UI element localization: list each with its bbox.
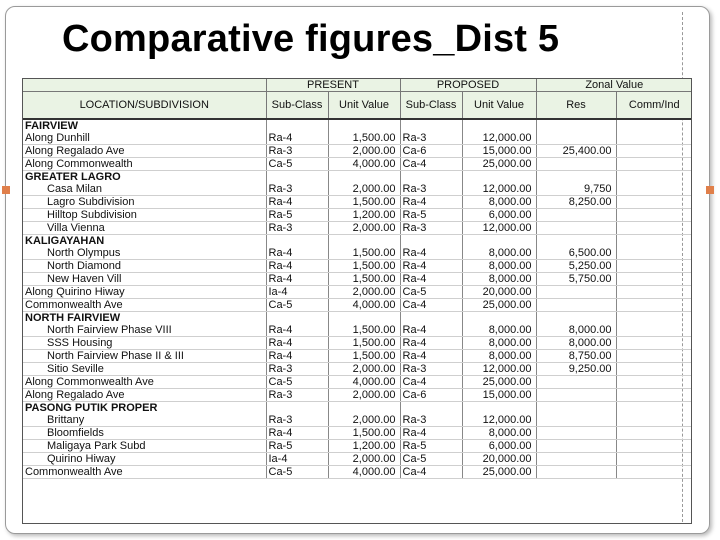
empty-cell xyxy=(536,312,616,325)
proposed-unit-value-cell: 8,000.00 xyxy=(462,273,536,286)
present-sub-class-cell: Ra-4 xyxy=(266,324,328,337)
present-sub-class-cell: Ca-5 xyxy=(266,376,328,389)
zonal-comm-cell xyxy=(616,209,692,222)
zonal-comm-cell xyxy=(616,427,692,440)
proposed-sub-class-cell: Ca-6 xyxy=(400,145,462,158)
present-sub-class-cell: Ia-4 xyxy=(266,286,328,299)
present-sub-class-cell: Ca-5 xyxy=(266,158,328,171)
location-cell: North Fairview Phase II & III xyxy=(23,350,266,363)
proposed-sub-class-cell: Ca-5 xyxy=(400,453,462,466)
present-unit-value-cell: 1,500.00 xyxy=(328,260,400,273)
proposed-sub-class-cell: Ca-5 xyxy=(400,286,462,299)
present-unit-value-cell: 1,500.00 xyxy=(328,324,400,337)
zonal-res-cell xyxy=(536,132,616,145)
proposed-unit-value-cell: 20,000.00 xyxy=(462,286,536,299)
table-header-row xyxy=(23,92,692,120)
table-header-group-row xyxy=(23,79,692,92)
zonal-comm-cell xyxy=(616,350,692,363)
zonal-comm-cell xyxy=(616,260,692,273)
table-row xyxy=(23,273,692,286)
zonal-comm-cell xyxy=(616,414,692,427)
proposed-unit-value-cell: 20,000.00 xyxy=(462,453,536,466)
zonal-res-cell xyxy=(536,466,616,479)
comparison-table xyxy=(23,79,692,479)
zonal-res-cell: 6,500.00 xyxy=(536,247,616,260)
present-sub-class-cell: Ra-4 xyxy=(266,273,328,286)
empty-cell xyxy=(616,119,692,132)
table-row xyxy=(23,324,692,337)
location-cell: North Fairview Phase VIII xyxy=(23,324,266,337)
zonal-res-cell: 5,750.00 xyxy=(536,273,616,286)
location-cell: Quirino Hiway xyxy=(23,453,266,466)
header-zonal-value: Zonal Value xyxy=(536,79,692,92)
table-row xyxy=(23,183,692,196)
empty-cell xyxy=(536,119,616,132)
proposed-sub-class-cell: Ca-6 xyxy=(400,389,462,402)
present-sub-class-cell: Ra-4 xyxy=(266,260,328,273)
present-unit-value-cell: 4,000.00 xyxy=(328,376,400,389)
header-proposed-sub-class: Sub-Class xyxy=(400,92,462,120)
present-unit-value-cell: 1,200.00 xyxy=(328,440,400,453)
present-unit-value-cell: 1,200.00 xyxy=(328,209,400,222)
location-cell: Along Regalado Ave xyxy=(23,389,266,402)
zonal-res-cell: 8,000.00 xyxy=(536,324,616,337)
group-header-row xyxy=(23,171,692,184)
present-sub-class-cell: Ia-4 xyxy=(266,453,328,466)
present-unit-value-cell: 4,000.00 xyxy=(328,466,400,479)
group-header-row xyxy=(23,235,692,248)
empty-cell xyxy=(328,119,400,132)
table-row xyxy=(23,466,692,479)
empty-cell xyxy=(400,119,462,132)
table-row xyxy=(23,389,692,402)
empty-cell xyxy=(536,235,616,248)
header-present: PRESENT xyxy=(266,79,400,92)
present-sub-class-cell: Ra-3 xyxy=(266,145,328,158)
proposed-unit-value-cell: 25,000.00 xyxy=(462,158,536,171)
proposed-unit-value-cell: 25,000.00 xyxy=(462,466,536,479)
empty-cell xyxy=(462,312,536,325)
proposed-sub-class-cell: Ra-4 xyxy=(400,196,462,209)
empty-cell xyxy=(616,171,692,184)
proposed-unit-value-cell: 12,000.00 xyxy=(462,414,536,427)
proposed-unit-value-cell: 6,000.00 xyxy=(462,209,536,222)
location-cell: New Haven Vill xyxy=(23,273,266,286)
present-unit-value-cell: 4,000.00 xyxy=(328,158,400,171)
empty-cell xyxy=(328,312,400,325)
header-present-unit-value: Unit Value xyxy=(328,92,400,120)
zonal-res-cell xyxy=(536,440,616,453)
present-sub-class-cell: Ra-3 xyxy=(266,363,328,376)
proposed-unit-value-cell: 25,000.00 xyxy=(462,299,536,312)
present-unit-value-cell: 1,500.00 xyxy=(328,196,400,209)
table-row xyxy=(23,145,692,158)
location-cell: Lagro Subdivision xyxy=(23,196,266,209)
table-row xyxy=(23,132,692,145)
table-row xyxy=(23,286,692,299)
proposed-unit-value-cell: 12,000.00 xyxy=(462,222,536,235)
zonal-res-cell: 8,000.00 xyxy=(536,337,616,350)
group-header-row xyxy=(23,119,692,132)
location-cell: Hilltop Subdivision xyxy=(23,209,266,222)
present-unit-value-cell: 2,000.00 xyxy=(328,286,400,299)
zonal-res-cell xyxy=(536,453,616,466)
empty-cell xyxy=(400,312,462,325)
present-unit-value-cell: 1,500.00 xyxy=(328,132,400,145)
proposed-unit-value-cell: 12,000.00 xyxy=(462,363,536,376)
present-sub-class-cell: Ra-3 xyxy=(266,222,328,235)
location-cell: Maligaya Park Subd xyxy=(23,440,266,453)
group-name: FAIRVIEW xyxy=(23,119,266,132)
zonal-res-cell xyxy=(536,209,616,222)
proposed-unit-value-cell: 8,000.00 xyxy=(462,196,536,209)
proposed-unit-value-cell: 12,000.00 xyxy=(462,132,536,145)
present-sub-class-cell: Ra-4 xyxy=(266,132,328,145)
header-present-sub-class: Sub-Class xyxy=(266,92,328,120)
empty-cell xyxy=(266,402,328,415)
zonal-res-cell: 9,250.00 xyxy=(536,363,616,376)
zonal-comm-cell xyxy=(616,299,692,312)
proposed-unit-value-cell: 6,000.00 xyxy=(462,440,536,453)
present-unit-value-cell: 1,500.00 xyxy=(328,427,400,440)
table-row xyxy=(23,196,692,209)
present-sub-class-cell: Ra-3 xyxy=(266,414,328,427)
location-cell: SSS Housing xyxy=(23,337,266,350)
empty-cell xyxy=(616,312,692,325)
proposed-sub-class-cell: Ca-4 xyxy=(400,158,462,171)
location-cell: Sitio Seville xyxy=(23,363,266,376)
proposed-sub-class-cell: Ra-3 xyxy=(400,222,462,235)
empty-cell xyxy=(266,312,328,325)
comparison-table-container xyxy=(22,78,692,524)
header-res: Res xyxy=(536,92,616,120)
present-sub-class-cell: Ca-5 xyxy=(266,299,328,312)
present-sub-class-cell: Ra-4 xyxy=(266,337,328,350)
proposed-unit-value-cell: 8,000.00 xyxy=(462,427,536,440)
group-header-row xyxy=(23,402,692,415)
present-sub-class-cell: Ra-4 xyxy=(266,247,328,260)
empty-cell xyxy=(328,235,400,248)
proposed-sub-class-cell: Ra-3 xyxy=(400,363,462,376)
table-row xyxy=(23,376,692,389)
zonal-comm-cell xyxy=(616,324,692,337)
present-unit-value-cell: 2,000.00 xyxy=(328,145,400,158)
empty-cell xyxy=(400,235,462,248)
proposed-unit-value-cell: 25,000.00 xyxy=(462,376,536,389)
empty-cell xyxy=(266,119,328,132)
proposed-sub-class-cell: Ra-4 xyxy=(400,324,462,337)
zonal-res-cell xyxy=(536,299,616,312)
zonal-res-cell: 8,750.00 xyxy=(536,350,616,363)
zonal-res-cell: 9,750 xyxy=(536,183,616,196)
present-unit-value-cell: 1,500.00 xyxy=(328,273,400,286)
table-row xyxy=(23,260,692,273)
proposed-sub-class-cell: Ra-4 xyxy=(400,350,462,363)
zonal-comm-cell xyxy=(616,376,692,389)
table-row xyxy=(23,158,692,171)
empty-cell xyxy=(616,402,692,415)
group-header-row xyxy=(23,312,692,325)
location-cell: Commonwealth Ave xyxy=(23,466,266,479)
group-name: PASONG PUTIK PROPER xyxy=(23,402,266,415)
present-sub-class-cell: Ra-5 xyxy=(266,440,328,453)
zonal-res-cell: 25,400.00 xyxy=(536,145,616,158)
present-unit-value-cell: 2,000.00 xyxy=(328,389,400,402)
header-proposed: PROPOSED xyxy=(400,79,536,92)
empty-cell xyxy=(462,402,536,415)
location-cell: Bloomfields xyxy=(23,427,266,440)
zonal-comm-cell xyxy=(616,196,692,209)
zonal-comm-cell xyxy=(616,183,692,196)
zonal-comm-cell xyxy=(616,145,692,158)
zonal-res-cell: 5,250.00 xyxy=(536,260,616,273)
proposed-sub-class-cell: Ra-4 xyxy=(400,337,462,350)
group-name: GREATER LAGRO xyxy=(23,171,266,184)
proposed-unit-value-cell: 15,000.00 xyxy=(462,389,536,402)
zonal-res-cell xyxy=(536,389,616,402)
proposed-unit-value-cell: 8,000.00 xyxy=(462,350,536,363)
empty-cell xyxy=(536,171,616,184)
present-unit-value-cell: 2,000.00 xyxy=(328,183,400,196)
present-sub-class-cell: Ra-4 xyxy=(266,427,328,440)
present-unit-value-cell: 2,000.00 xyxy=(328,453,400,466)
proposed-unit-value-cell: 15,000.00 xyxy=(462,145,536,158)
table-body xyxy=(23,119,692,479)
zonal-res-cell: 8,250.00 xyxy=(536,196,616,209)
location-cell: Along Commonwealth xyxy=(23,158,266,171)
empty-cell xyxy=(266,171,328,184)
proposed-sub-class-cell: Ra-3 xyxy=(400,414,462,427)
zonal-comm-cell xyxy=(616,247,692,260)
location-cell: Villa Vienna xyxy=(23,222,266,235)
empty-cell xyxy=(400,402,462,415)
table-row xyxy=(23,363,692,376)
group-name: NORTH FAIRVIEW xyxy=(23,312,266,325)
zonal-comm-cell xyxy=(616,466,692,479)
zonal-comm-cell xyxy=(616,286,692,299)
empty-cell xyxy=(536,402,616,415)
table-row xyxy=(23,427,692,440)
table-row xyxy=(23,350,692,363)
table-row xyxy=(23,440,692,453)
present-sub-class-cell: Ra-3 xyxy=(266,389,328,402)
present-unit-value-cell: 1,500.00 xyxy=(328,337,400,350)
empty-cell xyxy=(462,119,536,132)
zonal-comm-cell xyxy=(616,222,692,235)
present-sub-class-cell: Ca-5 xyxy=(266,466,328,479)
zonal-comm-cell xyxy=(616,363,692,376)
header-proposed-unit-value: Unit Value xyxy=(462,92,536,120)
table-row xyxy=(23,247,692,260)
zonal-res-cell xyxy=(536,222,616,235)
present-unit-value-cell: 1,500.00 xyxy=(328,350,400,363)
location-cell: Casa Milan xyxy=(23,183,266,196)
proposed-sub-class-cell: Ra-5 xyxy=(400,440,462,453)
present-sub-class-cell: Ra-4 xyxy=(266,350,328,363)
zonal-comm-cell xyxy=(616,389,692,402)
proposed-sub-class-cell: Ra-3 xyxy=(400,132,462,145)
present-sub-class-cell: Ra-3 xyxy=(266,183,328,196)
proposed-sub-class-cell: Ra-3 xyxy=(400,183,462,196)
zonal-res-cell xyxy=(536,158,616,171)
proposed-unit-value-cell: 12,000.00 xyxy=(462,183,536,196)
present-unit-value-cell: 1,500.00 xyxy=(328,247,400,260)
zonal-comm-cell xyxy=(616,337,692,350)
proposed-sub-class-cell: Ra-4 xyxy=(400,260,462,273)
slide-accent-right xyxy=(706,186,714,194)
proposed-sub-class-cell: Ca-4 xyxy=(400,466,462,479)
location-cell: Along Dunhill xyxy=(23,132,266,145)
table-row xyxy=(23,414,692,427)
present-unit-value-cell: 2,000.00 xyxy=(328,414,400,427)
empty-cell xyxy=(328,171,400,184)
location-cell: North Olympus xyxy=(23,247,266,260)
zonal-comm-cell xyxy=(616,440,692,453)
proposed-sub-class-cell: Ca-4 xyxy=(400,299,462,312)
zonal-res-cell xyxy=(536,414,616,427)
page-title: Comparative figures_Dist 5 xyxy=(62,18,560,60)
header-blank xyxy=(23,79,266,92)
empty-cell xyxy=(328,402,400,415)
proposed-sub-class-cell: Ra-4 xyxy=(400,273,462,286)
location-cell: Along Quirino Hiway xyxy=(23,286,266,299)
empty-cell xyxy=(616,235,692,248)
proposed-sub-class-cell: Ra-4 xyxy=(400,427,462,440)
zonal-comm-cell xyxy=(616,132,692,145)
present-unit-value-cell: 2,000.00 xyxy=(328,363,400,376)
empty-cell xyxy=(266,235,328,248)
proposed-unit-value-cell: 8,000.00 xyxy=(462,247,536,260)
location-cell: Commonwealth Ave xyxy=(23,299,266,312)
proposed-unit-value-cell: 8,000.00 xyxy=(462,337,536,350)
group-name: KALIGAYAHAN xyxy=(23,235,266,248)
present-unit-value-cell: 4,000.00 xyxy=(328,299,400,312)
header-comm-ind: Comm/Ind xyxy=(616,92,692,120)
present-unit-value-cell: 2,000.00 xyxy=(328,222,400,235)
location-cell: Along Commonwealth Ave xyxy=(23,376,266,389)
table-row xyxy=(23,337,692,350)
table-row xyxy=(23,299,692,312)
slide-accent-left xyxy=(2,186,10,194)
zonal-comm-cell xyxy=(616,453,692,466)
table-row xyxy=(23,453,692,466)
zonal-comm-cell xyxy=(616,273,692,286)
zonal-res-cell xyxy=(536,286,616,299)
zonal-res-cell xyxy=(536,376,616,389)
table-row xyxy=(23,222,692,235)
proposed-unit-value-cell: 8,000.00 xyxy=(462,324,536,337)
proposed-sub-class-cell: Ca-4 xyxy=(400,376,462,389)
present-sub-class-cell: Ra-4 xyxy=(266,196,328,209)
empty-cell xyxy=(400,171,462,184)
header-location: LOCATION/SUBDIVISION xyxy=(23,92,266,120)
proposed-unit-value-cell: 8,000.00 xyxy=(462,260,536,273)
empty-cell xyxy=(462,235,536,248)
location-cell: Along Regalado Ave xyxy=(23,145,266,158)
proposed-sub-class-cell: Ra-5 xyxy=(400,209,462,222)
empty-cell xyxy=(462,171,536,184)
proposed-sub-class-cell: Ra-4 xyxy=(400,247,462,260)
table-row xyxy=(23,209,692,222)
present-sub-class-cell: Ra-5 xyxy=(266,209,328,222)
zonal-res-cell xyxy=(536,427,616,440)
location-cell: North Diamond xyxy=(23,260,266,273)
zonal-comm-cell xyxy=(616,158,692,171)
location-cell: Brittany xyxy=(23,414,266,427)
